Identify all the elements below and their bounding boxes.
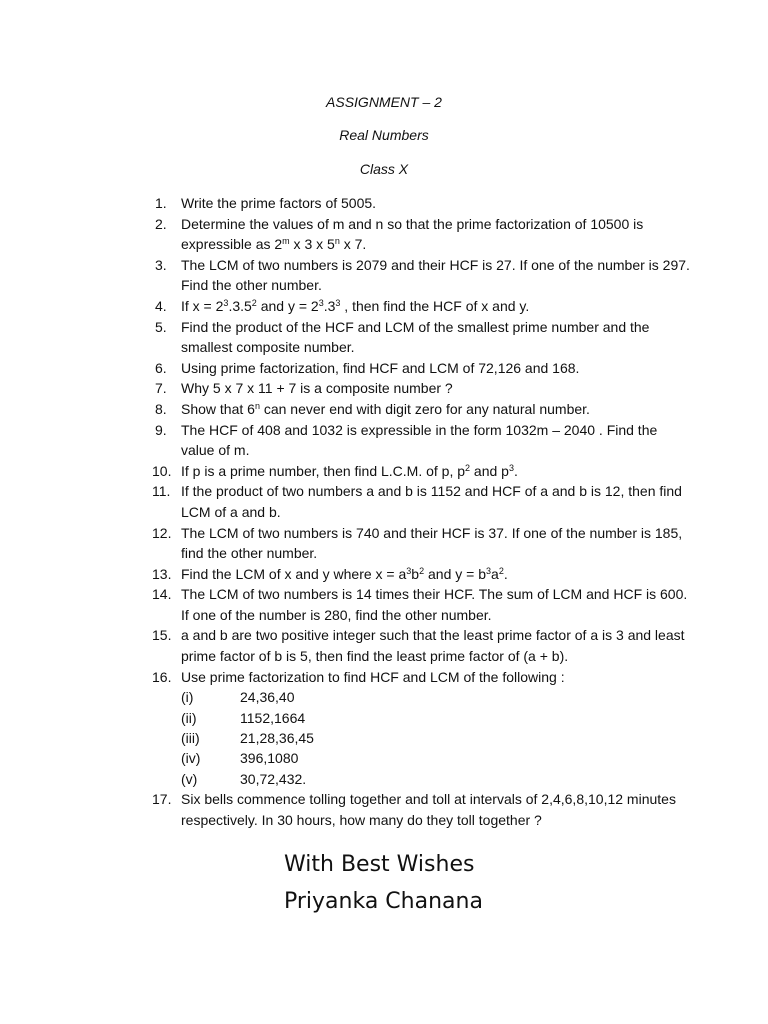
text-fragment: . xyxy=(503,565,508,582)
text-fragment: b xyxy=(411,565,420,582)
question-item xyxy=(152,296,692,317)
question-item xyxy=(152,667,692,790)
exponent: n xyxy=(334,236,340,247)
text-fragment: and p xyxy=(470,462,509,479)
question-number: 6. xyxy=(155,359,167,376)
exponent: 3 xyxy=(406,565,412,576)
question-text xyxy=(181,566,508,582)
question-item xyxy=(152,317,692,358)
question-number: 14. xyxy=(152,586,172,603)
question-number: 7. xyxy=(155,380,167,397)
sub-question-item xyxy=(181,748,692,768)
exponent: 3 xyxy=(335,297,341,308)
text-fragment: If x = 2 xyxy=(181,297,224,314)
question-number: 11. xyxy=(152,483,171,500)
question-item xyxy=(152,564,692,585)
text-fragment: can never end with digit zero for any natural number. xyxy=(259,400,590,417)
question-item xyxy=(152,481,692,522)
sub-question-number: (ii) xyxy=(181,709,197,726)
exponent: m xyxy=(282,236,290,247)
sub-question-text: 30,72,432. xyxy=(240,770,307,787)
question-list xyxy=(152,193,692,830)
question-text xyxy=(181,298,529,314)
question-text: Using prime factorization, find HCF and LCM of 72,126 and 168. xyxy=(181,359,580,376)
question-text: Why 5 x 7 x 11 + 7 is a composite number ? xyxy=(181,380,453,397)
text-fragment: . xyxy=(514,462,518,479)
question-item xyxy=(152,584,692,625)
question-number: 5. xyxy=(155,318,167,335)
question-item xyxy=(152,358,692,379)
question-text: The LCM of two numbers is 14 times their HCF. The sum of LCM and HCF is 600. If one of the number is 280, find the other number. xyxy=(181,586,688,623)
exponent: 3 xyxy=(318,297,324,308)
sub-question-number: (i) xyxy=(181,689,194,706)
question-item xyxy=(152,378,692,399)
text-fragment: Find the LCM of x and y where x = a xyxy=(181,565,407,582)
question-item xyxy=(152,193,692,214)
sub-question-item xyxy=(181,708,692,728)
text-fragment: x 7. xyxy=(339,236,367,253)
question-number: 3. xyxy=(155,256,167,273)
question-text: If the product of two numbers a and b is 1152 and HCF of a and b is 12, then find LCM of a and b. xyxy=(181,483,682,520)
question-text: Find the product of the HCF and LCM of the smallest prime number and the smallest composite number. xyxy=(181,318,650,356)
question-item xyxy=(152,523,692,564)
text-fragment: Determine the values of m and n so that the prime factorization of 10500 is expressible as 2 xyxy=(181,215,644,253)
question-number: 9. xyxy=(155,421,167,438)
question-item xyxy=(152,214,692,255)
exponent: 3 xyxy=(486,565,492,576)
question-number: 1. xyxy=(155,195,167,211)
text-fragment: Show that 6 xyxy=(181,400,255,417)
question-number: 17. xyxy=(152,791,172,808)
question-text: Six bells commence tolling together and toll at intervals of 2,4,6,8,10,12 minutes respectively. In 30 hours, how many do they toll together ? xyxy=(181,791,676,828)
question-text: Use prime factorization to find HCF and LCM of the following : xyxy=(181,668,565,685)
question-number: 13. xyxy=(152,565,172,582)
sub-question-number: (v) xyxy=(181,770,198,787)
question-number: 16. xyxy=(152,668,172,685)
exponent: 3 xyxy=(508,462,514,473)
question-number: 2. xyxy=(155,215,167,232)
text-fragment: If p is a prime number, then find L.C.M. of p, p xyxy=(181,462,466,479)
text-fragment: .3.5 xyxy=(228,297,252,314)
question-text: a and b are two positive integer such that the least prime factor of a is 3 and least prime factor of b is 5, then find the least prime factor of (a + b). xyxy=(181,627,685,665)
exponent: 2 xyxy=(498,565,504,576)
text-fragment: .3 xyxy=(323,297,336,314)
text-fragment: , then find the HCF of x and y. xyxy=(340,297,530,314)
question-item xyxy=(152,461,692,482)
author-name: Priyanka Chanana xyxy=(284,889,483,914)
sub-question-item xyxy=(181,769,692,789)
sub-question-text: 1152,1664 xyxy=(240,709,306,726)
exponent: 2 xyxy=(251,297,257,308)
sub-question-text: 21,28,36,45 xyxy=(240,730,314,747)
subject-title: Real Numbers xyxy=(339,127,429,143)
text-fragment: x 3 x 5 xyxy=(289,236,335,253)
question-number: 12. xyxy=(152,524,172,541)
question-item xyxy=(152,255,692,296)
text-fragment: and y = b xyxy=(424,565,486,582)
sub-question-number: (iii) xyxy=(181,730,200,747)
question-text: The LCM of two numbers is 2079 and their HCF is 27. If one of the number is 297. Find the other number. xyxy=(181,256,690,294)
sub-question-number: (iv) xyxy=(181,750,201,767)
question-item xyxy=(152,625,692,666)
question-text: The HCF of 408 and 1032 is expressible in the form 1032m – 2040 . Find the value of m. xyxy=(181,421,658,459)
sub-question-item xyxy=(181,728,692,748)
sub-question-text: 396,1080 xyxy=(240,750,299,767)
class-title: Class X xyxy=(359,161,409,177)
exponent: 2 xyxy=(465,462,471,473)
question-text xyxy=(181,463,518,479)
sub-question-text: 24,36,40 xyxy=(240,689,295,706)
closing-wishes: With Best Wishes xyxy=(284,852,475,877)
text-fragment: and y = 2 xyxy=(256,297,319,314)
exponent: 2 xyxy=(419,565,425,576)
question-text: Write the prime factors of 5005. xyxy=(181,195,377,211)
question-item xyxy=(152,420,692,461)
question-number: 10. xyxy=(152,462,172,479)
assignment-title: ASSIGNMENT – 2 xyxy=(326,94,442,110)
question-number: 4. xyxy=(155,297,167,314)
question-item xyxy=(152,399,692,420)
sub-question-list xyxy=(181,687,692,789)
question-text: The LCM of two numbers is 740 and their HCF is 37. If one of the number is 185, find the other number. xyxy=(181,524,683,562)
question-item xyxy=(152,789,692,830)
question-number: 15. xyxy=(152,627,172,644)
exponent: n xyxy=(254,400,260,411)
question-text xyxy=(181,401,590,417)
text-fragment: a xyxy=(491,565,499,582)
question-text xyxy=(181,216,643,253)
sub-question-item xyxy=(181,687,692,707)
question-number: 8. xyxy=(155,400,167,417)
exponent: 3 xyxy=(223,297,229,308)
